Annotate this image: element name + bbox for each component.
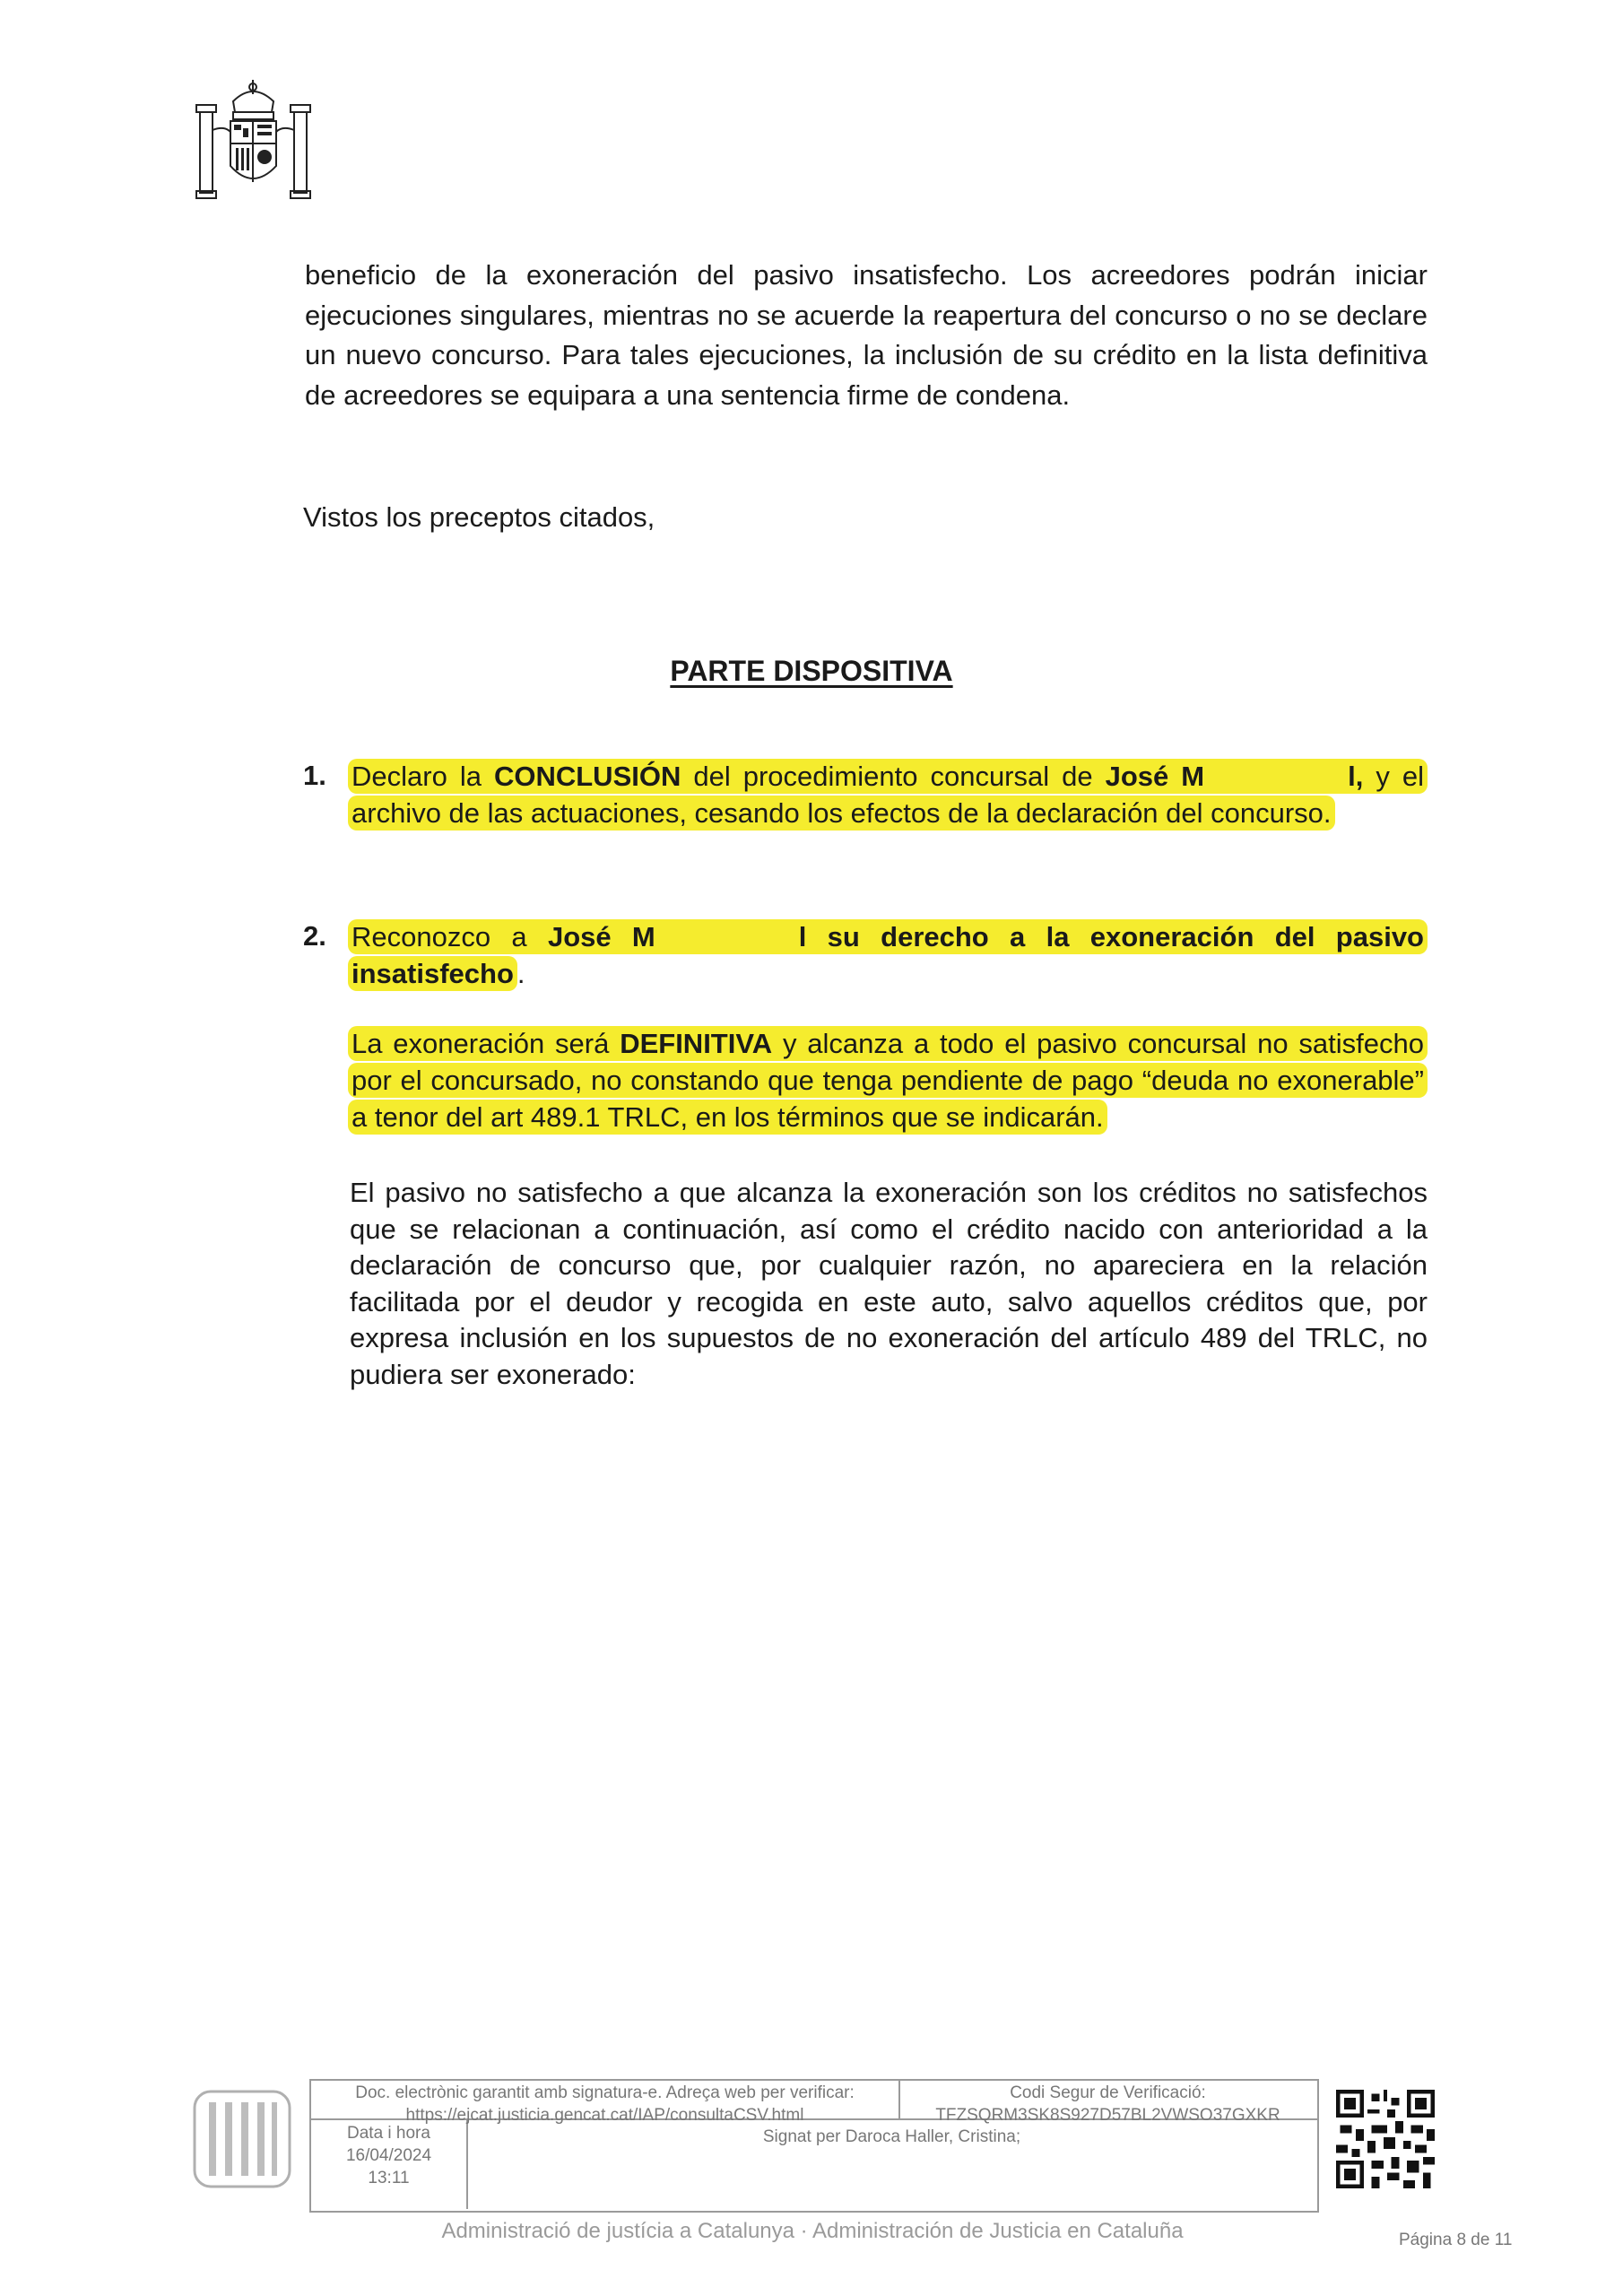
spanish-coat-of-arms-icon [193, 76, 314, 202]
administration-footer: Administració de justícia a Catalunya · Administración de Justicia en Cataluña [441, 2219, 1184, 2243]
csv-block: Codi Segur de Verificació: TFZSQRM3SK8S927D57BL2VWSO37GXKR [900, 2082, 1315, 2126]
page-number: Página 8 de 11 [1399, 2231, 1513, 2249]
qr-code-icon [1336, 2090, 1435, 2188]
item-1-number: 1. [303, 760, 326, 791]
item-2-definitiva-paragraph: La exoneración será DEFINITIVA y alcanza a todo el pasivo concursal no satisfecho por el concursado, no constando que tenga pendiente de pago “deuda no exonerable” a tenor del art 489.1 TRLC, en los términos que se indicarán. [348, 1025, 1428, 1135]
item-2-text: Reconozco a José M l su derecho a la exoneración del pasivo insatisfecho . [348, 918, 1428, 992]
verify-text: Doc. electrònic garantit amb signatura-e. Adreça web per verificar: https://ejcat.justicia.gencat.cat/IAP/consultaCSV.html [311, 2082, 898, 2126]
date-block: Data i hora 16/04/2024 13:11 [345, 2124, 432, 2187]
section-heading: PARTE DISPOSITIVA [670, 655, 953, 687]
item-1-text: Declaro la CONCLUSIÓN del procedimiento concursal de José M l, y el archivo de las actuaciones, cesando los efectos de la declaración del concurso. [348, 758, 1428, 831]
paragraph-top: beneficio de la exoneración del pasivo insatisfecho. Los acreedores podrán iniciar ejecuciones singulares, mientras no se acuerde la reapertura del concurso o no se declare un nuevo concurso. Para tales ejecuciones, la inclusión de su crédito en la lista definitiva de acreedores se equipara a una sentencia firme de condena. [305, 259, 1428, 411]
signed-by: Signat per Daroca Haller, Cristina; [762, 2127, 1021, 2146]
generalitat-emblem-icon [193, 2090, 291, 2188]
item-2-pasivo-paragraph: El pasivo no satisfecho a que alcanza la exoneración son los créditos no satisfechos que se relacionan a continuación, así como el crédito nacido con anterioridad a la declaración de concurso que, por cualquier razón, no apareciera en la relación facilitada por el deudor y recogida en este auto, salvo aquellos créditos que, por expresa inclusión en los supuestos de no exoneración del artículo 489 del TRLC, no pudiera ser exonerado: [350, 1177, 1428, 1390]
verify-url[interactable]: https://ejcat.justicia.gencat.cat/IAP/consultaCSV.html [405, 2106, 804, 2125]
vistos-line: Vistos los preceptos citados, [303, 501, 655, 533]
item-2-number: 2. [303, 920, 326, 952]
csv-code: TFZSQRM3SK8S927D57BL2VWSO37GXKR [935, 2106, 1280, 2125]
